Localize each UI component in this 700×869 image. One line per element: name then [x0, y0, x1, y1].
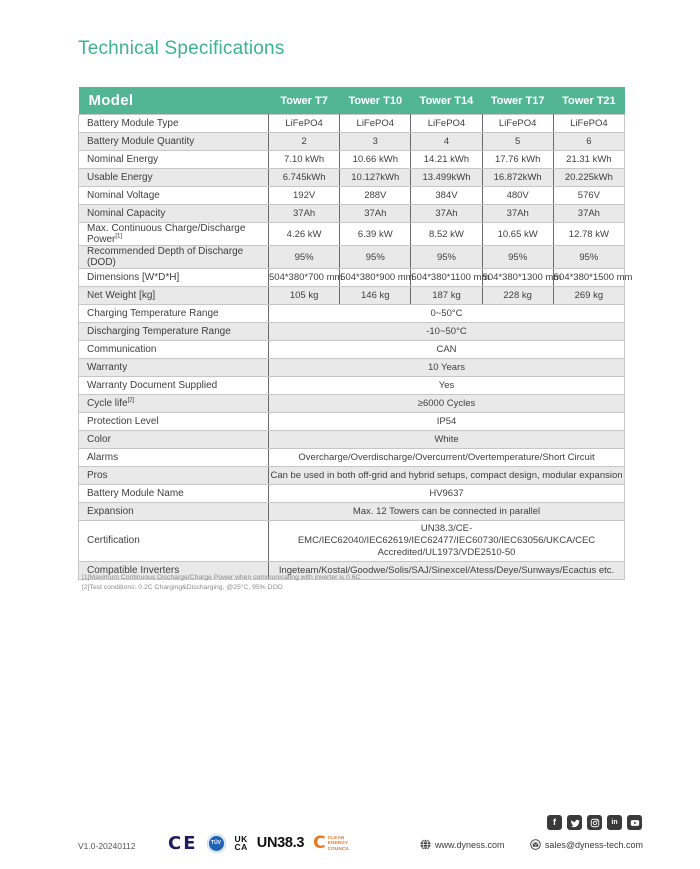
table-row — [79, 359, 625, 377]
certification-logos — [168, 831, 350, 855]
email-contact — [530, 839, 643, 850]
row-value: 7.10 kWh — [269, 151, 340, 169]
table-row — [79, 323, 625, 341]
row-value: 6.745kWh — [269, 169, 340, 187]
row-value-span: HV9637 — [269, 485, 625, 503]
table-row — [79, 305, 625, 323]
row-value-span: ≥6000 Cycles — [269, 395, 625, 413]
row-label: Cycle life[2] — [79, 395, 269, 413]
row-value: 95% — [411, 246, 482, 269]
social-icons — [547, 815, 642, 830]
row-value: 192V — [269, 187, 340, 205]
table-row — [79, 485, 625, 503]
row-value-span: Max. 12 Towers can be connected in parallel — [269, 503, 625, 521]
row-label: Compatible Inverters — [79, 561, 269, 579]
row-value: 21.31 kWh — [553, 151, 624, 169]
row-label: Charging Temperature Range — [79, 305, 269, 323]
row-value: 10.127kWh — [340, 169, 411, 187]
footnote-2: [2]Test conditions: 0.2C Charging&Discharging, @25°C, 95% DOD — [82, 584, 283, 592]
table-row — [79, 205, 625, 223]
clean-energy-council-icon: C CLEAN ENERGY COUNCIL — [313, 833, 350, 853]
row-value: 187 kg — [411, 287, 482, 305]
row-value-span: 10 Years — [269, 359, 625, 377]
instagram-icon[interactable] — [587, 815, 602, 830]
row-value: 95% — [553, 246, 624, 269]
row-value: 37Ah — [411, 205, 482, 223]
table-row — [79, 246, 625, 269]
row-value: 146 kg — [340, 287, 411, 305]
row-label: Battery Module Quantity — [79, 133, 269, 151]
row-value-span: Ingeteam/Kostal/Goodwe/Solis/SAJ/Sinexcel/Atess/Deye/Sunways/Ecactus etc. — [269, 561, 625, 579]
table-row — [79, 115, 625, 133]
row-value: 504*380*1300 mm — [482, 269, 553, 287]
row-value: 37Ah — [553, 205, 624, 223]
column-header-t21: Tower T21 — [553, 87, 624, 115]
row-label: Max. Continuous Charge/Discharge Power[1] — [79, 223, 269, 246]
row-value: 10.66 kWh — [340, 151, 411, 169]
row-value: 288V — [340, 187, 411, 205]
row-value: 269 kg — [553, 287, 624, 305]
row-value: 37Ah — [340, 205, 411, 223]
row-value: 504*380*1500 mm — [553, 269, 624, 287]
table-row — [79, 395, 625, 413]
row-value: 95% — [269, 246, 340, 269]
row-value: 12.78 kW — [553, 223, 624, 246]
ce-mark-icon: CE — [168, 832, 198, 854]
ukca-mark-icon: UK CA — [234, 833, 248, 852]
website-contact — [420, 839, 505, 850]
email-address[interactable]: sales@dyness-tech.com — [544, 839, 643, 850]
page-title: Technical Specifications — [78, 38, 285, 59]
row-value: 95% — [482, 246, 553, 269]
table-row — [79, 413, 625, 431]
row-label: Battery Module Name — [79, 485, 269, 503]
row-value-span: CAN — [269, 341, 625, 359]
table-row — [79, 133, 625, 151]
row-value: 20.225kWh — [553, 169, 624, 187]
row-value: 2 — [269, 133, 340, 151]
row-value-span: Can be used in both off-grid and hybrid setups, compact design, modular expansion — [269, 467, 625, 485]
row-value: LiFePO4 — [482, 115, 553, 133]
row-value: 16.872kWh — [482, 169, 553, 187]
row-label: Protection Level — [79, 413, 269, 431]
row-label: Recommended Depth of Discharge (DOD) — [79, 246, 269, 269]
row-label: Nominal Capacity — [79, 205, 269, 223]
row-label: Warranty — [79, 359, 269, 377]
table-row — [79, 467, 625, 485]
spec-table — [78, 87, 633, 580]
table-row — [79, 377, 625, 395]
row-value-span: White — [269, 431, 625, 449]
row-label: Expansion — [79, 503, 269, 521]
row-value: 480V — [482, 187, 553, 205]
envelope-icon — [530, 839, 541, 850]
table-row — [79, 223, 625, 246]
table-row — [79, 503, 625, 521]
globe-icon — [420, 839, 431, 850]
table-row — [79, 169, 625, 187]
row-value: 6 — [553, 133, 624, 151]
row-value: LiFePO4 — [340, 115, 411, 133]
row-label: Net Weight [kg] — [79, 287, 269, 305]
row-value: 17.76 kWh — [482, 151, 553, 169]
row-label: Battery Module Type — [79, 115, 269, 133]
linkedin-icon[interactable]: in — [607, 815, 622, 830]
version-label: V1.0-20240112 — [78, 841, 136, 851]
row-label: Certification — [79, 521, 269, 562]
row-label: Warranty Document Supplied — [79, 377, 269, 395]
table-header-row — [79, 87, 625, 115]
row-value: 37Ah — [482, 205, 553, 223]
row-value: 8.52 kW — [411, 223, 482, 246]
row-label: Nominal Energy — [79, 151, 269, 169]
youtube-icon[interactable] — [627, 815, 642, 830]
row-value-span: 0~50°C — [269, 305, 625, 323]
row-value-span: -10~50°C — [269, 323, 625, 341]
column-header-t7: Tower T7 — [269, 87, 340, 115]
row-value-span: Yes — [269, 377, 625, 395]
row-value: LiFePO4 — [269, 115, 340, 133]
row-label: Nominal Voltage — [79, 187, 269, 205]
row-label: Usable Energy — [79, 169, 269, 187]
row-label: Dimensions [W*D*H] — [79, 269, 269, 287]
row-value: 3 — [340, 133, 411, 151]
row-label: Alarms — [79, 449, 269, 467]
column-header-t17: Tower T17 — [482, 87, 553, 115]
table-row — [79, 287, 625, 305]
row-label: Color — [79, 431, 269, 449]
table-row — [79, 187, 625, 205]
column-header-t14: Tower T14 — [411, 87, 482, 115]
column-header-t10: Tower T10 — [340, 87, 411, 115]
row-value: 504*380*900 mm — [340, 269, 411, 287]
table-row — [79, 269, 625, 287]
row-value: 5 — [482, 133, 553, 151]
footnotes — [82, 573, 360, 593]
row-value: 13.499kWh — [411, 169, 482, 187]
row-value: 4 — [411, 133, 482, 151]
tuv-badge-icon: TÜV — [207, 834, 226, 853]
row-value: 10.65 kW — [482, 223, 553, 246]
row-value: 384V — [411, 187, 482, 205]
table-row — [79, 521, 625, 562]
row-value: 95% — [340, 246, 411, 269]
row-value: 4.26 kW — [269, 223, 340, 246]
table-row — [79, 341, 625, 359]
website-url[interactable]: www.dyness.com — [435, 839, 505, 850]
footnote-1: [1]Maximum Continuous Discharge/Charge Power when communicating with inverter is 0.6C — [82, 574, 361, 581]
row-value-span: Overcharge/Overdischarge/Overcurrent/Overtemperature/Short Circuit — [269, 449, 625, 467]
row-value-span: UN38.3/CE-EMC/IEC62040/IEC62619/IEC62477/IEC60730/IEC63056/UKCA/CEC Accredited/UL1973/VDE2510-50 — [269, 521, 625, 562]
table-row — [79, 431, 625, 449]
row-value: 504*380*1100 mm — [411, 269, 482, 287]
model-header: Model — [79, 87, 269, 115]
row-value: 105 kg — [269, 287, 340, 305]
row-value-span: IP54 — [269, 413, 625, 431]
row-value: LiFePO4 — [553, 115, 624, 133]
row-value: LiFePO4 — [411, 115, 482, 133]
twitter-icon[interactable] — [567, 815, 582, 830]
facebook-icon[interactable]: f — [547, 815, 562, 830]
row-label: Discharging Temperature Range — [79, 323, 269, 341]
row-value: 228 kg — [482, 287, 553, 305]
row-value: 6.39 kW — [340, 223, 411, 246]
row-value: 504*380*700 mm — [269, 269, 340, 287]
row-label: Communication — [79, 341, 269, 359]
row-value: 14.21 kWh — [411, 151, 482, 169]
row-label: Pros — [79, 467, 269, 485]
row-value: 576V — [553, 187, 624, 205]
row-value: 37Ah — [269, 205, 340, 223]
un383-mark: UN38.3 — [256, 835, 305, 851]
table-row — [79, 449, 625, 467]
table-row — [79, 151, 625, 169]
